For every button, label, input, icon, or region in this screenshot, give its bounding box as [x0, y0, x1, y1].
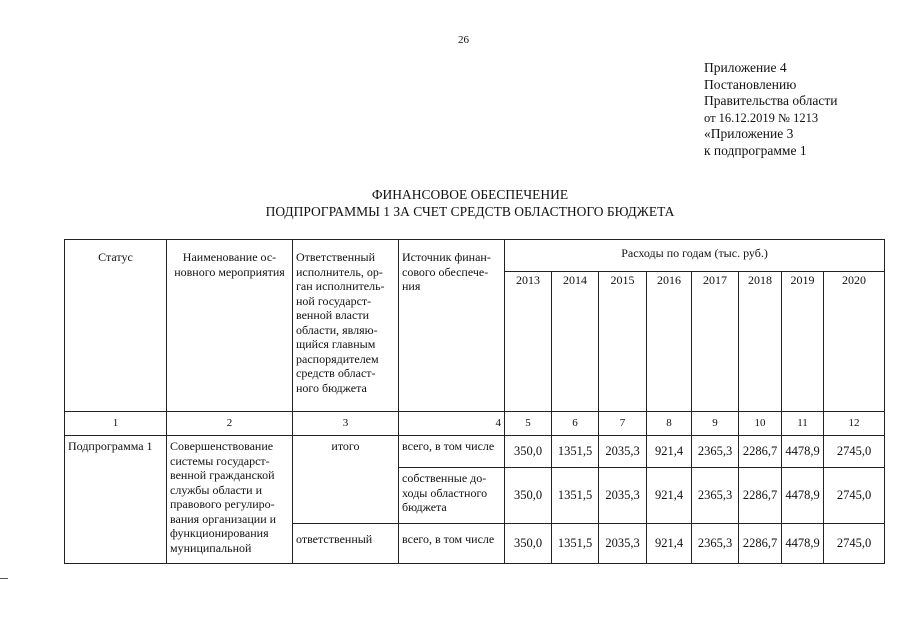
- column-number: 2: [167, 412, 293, 436]
- column-number: 5: [505, 412, 552, 436]
- title-line-2: ПОДПРОГРАММЫ 1 ЗА СЧЕТ СРЕДСТВ ОБЛАСТНОГО БЮДЖЕТА: [265, 204, 675, 219]
- row-responsible: итого: [293, 436, 399, 524]
- annex-line: Постановлению: [704, 76, 797, 92]
- row-responsible: ответственный: [293, 524, 399, 564]
- column-number: 12: [824, 412, 885, 436]
- value-cell: 4478,9: [782, 524, 824, 564]
- value-cell: 350,0: [505, 468, 552, 524]
- value-cell: 350,0: [505, 436, 552, 468]
- value-cell: 2745,0: [824, 436, 885, 468]
- value-cell: 2286,7: [739, 436, 782, 468]
- annex-line: от 16.12.2019 № 1213: [704, 110, 819, 125]
- value-cell: 2035,3: [599, 524, 647, 564]
- value-cell: 1351,5: [552, 468, 599, 524]
- column-number: 9: [692, 412, 739, 436]
- annex-line: к подпрограмме 1: [704, 142, 807, 158]
- page-number: 26: [458, 34, 469, 46]
- header-year: 2013: [505, 272, 552, 412]
- value-cell: 2035,3: [599, 436, 647, 468]
- annex-line: «Приложение 3: [704, 126, 794, 142]
- header-row: [65, 240, 885, 272]
- row-source: всего, в том числе: [399, 524, 505, 564]
- annex-header: [704, 60, 837, 160]
- header-source: Источник финан- сового обеспече- ния: [399, 240, 505, 412]
- column-number: 11: [782, 412, 824, 436]
- header-year: 2016: [647, 272, 692, 412]
- value-cell: 2365,3: [692, 524, 739, 564]
- value-cell: 4478,9: [782, 436, 824, 468]
- annex-line: Правительства области: [704, 93, 838, 109]
- row-source: собственные до- ходы областного бюджета: [399, 468, 505, 524]
- value-cell: 2365,3: [692, 436, 739, 468]
- document-title: [180, 186, 760, 220]
- table-row: [65, 436, 885, 468]
- header-name: Наименование ос- новного мероприятия: [167, 240, 293, 412]
- value-cell: 4478,9: [782, 468, 824, 524]
- value-cell: 921,4: [647, 436, 692, 468]
- header-status: Статус: [65, 240, 167, 412]
- row-status: Подпрограмма 1: [65, 436, 167, 564]
- header-expenses: Расходы по годам (тыс. руб.): [505, 240, 885, 272]
- header-year: 2019: [782, 272, 824, 412]
- header-year: 2018: [739, 272, 782, 412]
- value-cell: 350,0: [505, 524, 552, 564]
- column-number: 10: [739, 412, 782, 436]
- annex-line: Приложение 4: [704, 60, 787, 75]
- value-cell: 2365,3: [692, 468, 739, 524]
- title-line-1: ФИНАНСОВОЕ ОБЕСПЕЧЕНИЕ: [371, 187, 569, 202]
- column-number: 1: [65, 412, 167, 436]
- header-responsible: Ответственный исполнитель, ор- ган исполнитель- ной государст- венной власти области, являю- щийся главным распорядителем средств област- ного бюджета: [293, 240, 399, 412]
- value-cell: 2286,7: [739, 468, 782, 524]
- column-numbers-row: [65, 412, 885, 436]
- column-number: 8: [647, 412, 692, 436]
- header-year: 2017: [692, 272, 739, 412]
- value-cell: 2286,7: [739, 524, 782, 564]
- header-year: 2014: [552, 272, 599, 412]
- value-cell: 921,4: [647, 524, 692, 564]
- row-source: всего, в том числе: [399, 436, 505, 468]
- column-number: 6: [552, 412, 599, 436]
- row-name: Совершенствование системы государст- венной гражданской службы области и правового регулиро- вания организации и функционирования муниципальной: [167, 436, 293, 564]
- value-cell: 1351,5: [552, 524, 599, 564]
- value-cell: 921,4: [647, 468, 692, 524]
- value-cell: 2745,0: [824, 468, 885, 524]
- value-cell: 2745,0: [824, 524, 885, 564]
- budget-table: [64, 239, 885, 564]
- header-year: 2020: [824, 272, 885, 412]
- value-cell: 2035,3: [599, 468, 647, 524]
- value-cell: 1351,5: [552, 436, 599, 468]
- column-number: 4: [399, 412, 505, 436]
- page-edge-mark: [0, 578, 8, 579]
- header-year: 2015: [599, 272, 647, 412]
- column-number: 7: [599, 412, 647, 436]
- column-number: 3: [293, 412, 399, 436]
